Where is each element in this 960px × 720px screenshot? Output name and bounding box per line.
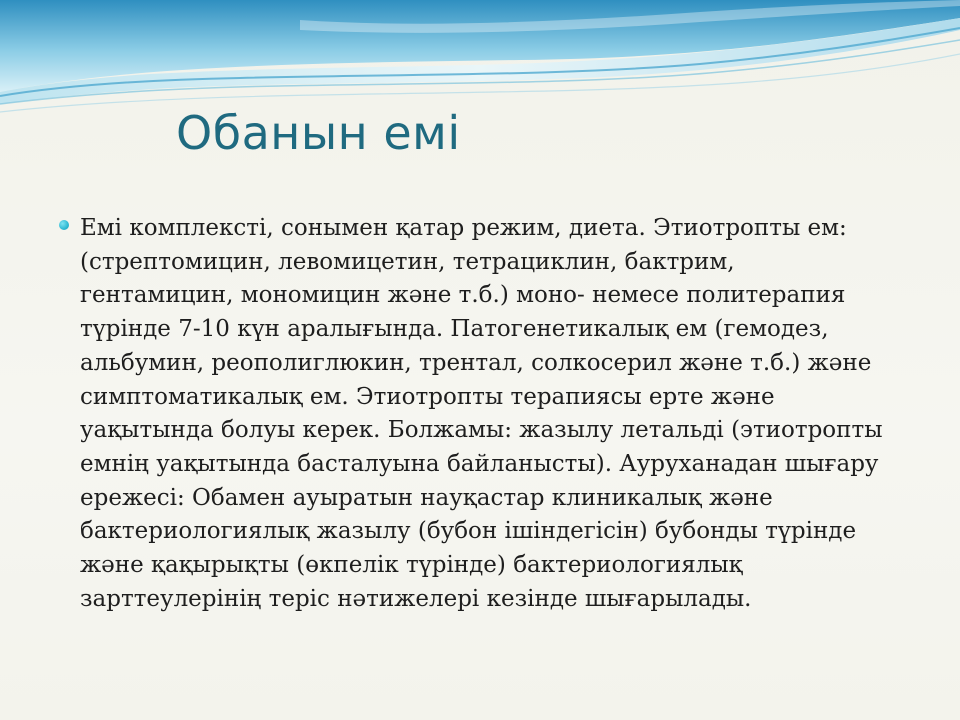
bullet-item <box>80 212 910 616</box>
bullet-text: Емі комплексті, сонымен қатар режим, диета. Этиотропты ем: (стрептомицин, левомицетин, тетрациклин, бактрим, гентамицин, мономицин және т.б.) моно- немесе политерапия түрінде 7-10 күн аралығында. Патогенетикалық ем (гемодез, альбумин, реополиглюкин, трентал, солкосерил және т.б.) және симптоматикалық ем. Этиотропты терапиясы ерте және уақытында болуы керек. Болжамы: жазылу летальді (этиотропты емнің уақытында басталуына байланысты). Ауруханадан шығару ережесі: Обамен ауыратын науқастар клиникалық және бактериологиялық жазылу (бубон ішіндегісін) бубонды түрінде және қақырықты (өкпелік түрінде) бактериологиялық зарттеулерінің теріс нәтижелері кезінде шығарылады. <box>80 215 883 612</box>
wave-header-decoration <box>0 0 960 130</box>
bullet-dot-icon <box>59 220 69 230</box>
slide-body <box>80 212 910 616</box>
slide-title: Обанын емі <box>176 106 461 160</box>
